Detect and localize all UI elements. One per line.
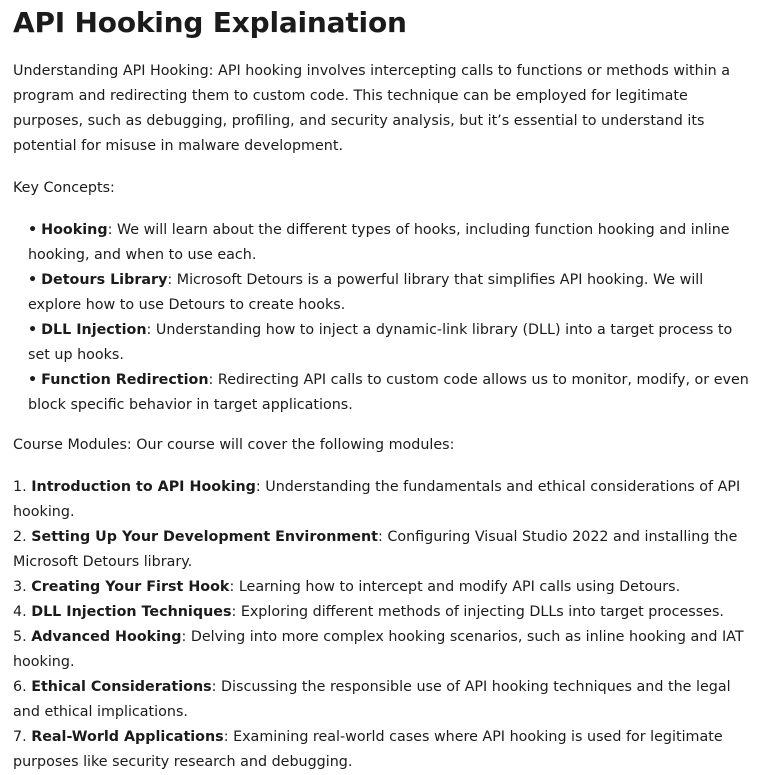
key-concept-desc: : Understanding how to inject a dynamic-link library (DLL) into a target process to set up hooks.	[28, 322, 733, 363]
page-title: API Hooking Explaination	[13, 6, 407, 39]
bullet-icon: •	[28, 372, 38, 388]
module-item	[13, 675, 755, 725]
key-concept-item	[28, 318, 755, 368]
bullet-icon: •	[28, 322, 38, 338]
intro-paragraph: Understanding API Hooking: API hooking involves intercepting calls to functions or methods within a program and redirecting them to custom code. This technique can be employed for legitimate purposes, such as debugging, profiling, and security analysis, but it’s essential to understand its potential for misuse in malware development.	[13, 63, 731, 154]
module-number: 7.	[13, 729, 27, 745]
module-desc: : Examining real-world cases where API hooking is used for legitimate purposes like security research and debugging.	[13, 729, 723, 770]
module-term: Advanced Hooking	[31, 629, 182, 645]
module-item	[13, 475, 755, 525]
module-number: 5.	[13, 629, 27, 645]
module-desc: : Exploring different methods of injecting DLLs into target processes.	[231, 604, 724, 620]
key-concept-term: DLL Injection	[41, 322, 147, 338]
bullet-icon: •	[28, 222, 38, 238]
module-number: 6.	[13, 679, 27, 695]
key-concept-item	[28, 218, 755, 268]
module-item	[13, 725, 755, 775]
module-term: Real-World Applications	[31, 729, 224, 745]
modules-list	[13, 475, 755, 775]
module-term: DLL Injection Techniques	[31, 604, 232, 620]
module-number: 2.	[13, 529, 27, 545]
key-concept-term: Function Redirection	[41, 372, 209, 388]
bullet-icon: •	[28, 272, 38, 288]
module-term: Setting Up Your Development Environment	[31, 529, 378, 545]
module-desc: : Discussing the responsible use of API hooking techniques and the legal and ethical implications.	[13, 679, 731, 720]
module-item	[13, 525, 755, 575]
key-concept-item	[28, 268, 755, 318]
key-concept-desc: : Redirecting API calls to custom code allows us to monitor, modify, or even block specific behavior in target applications.	[28, 372, 749, 413]
module-desc: : Understanding the fundamentals and ethical considerations of API hooking.	[13, 479, 741, 520]
module-desc: : Configuring Visual Studio 2022 and installing the Microsoft Detours library.	[13, 529, 738, 570]
key-concept-item	[28, 368, 755, 418]
module-item	[13, 600, 755, 625]
course-modules-label: Course Modules: Our course will cover the following modules:	[13, 437, 455, 453]
module-item	[13, 575, 755, 600]
key-concept-desc: : We will learn about the different types of hooks, including function hooking and inline hooking, and when to use each.	[28, 222, 730, 263]
module-term: Introduction to API Hooking	[31, 479, 256, 495]
module-number: 3.	[13, 579, 27, 595]
key-concepts-list	[13, 218, 755, 418]
key-concept-term: Hooking	[41, 222, 108, 238]
module-number: 1.	[13, 479, 27, 495]
module-term: Creating Your First Hook	[31, 579, 230, 595]
key-concept-term: Detours Library	[41, 272, 168, 288]
module-item	[13, 625, 755, 675]
module-desc: : Learning how to intercept and modify API calls using Detours.	[229, 579, 681, 595]
module-number: 4.	[13, 604, 27, 620]
module-desc: : Delving into more complex hooking scenarios, such as inline hooking and IAT hooking.	[13, 629, 744, 670]
module-term: Ethical Considerations	[31, 679, 212, 695]
key-concept-desc: : Microsoft Detours is a powerful library that simplifies API hooking. We will explore how to use Detours to create hooks.	[28, 272, 704, 313]
key-concepts-label: Key Concepts:	[13, 180, 115, 196]
